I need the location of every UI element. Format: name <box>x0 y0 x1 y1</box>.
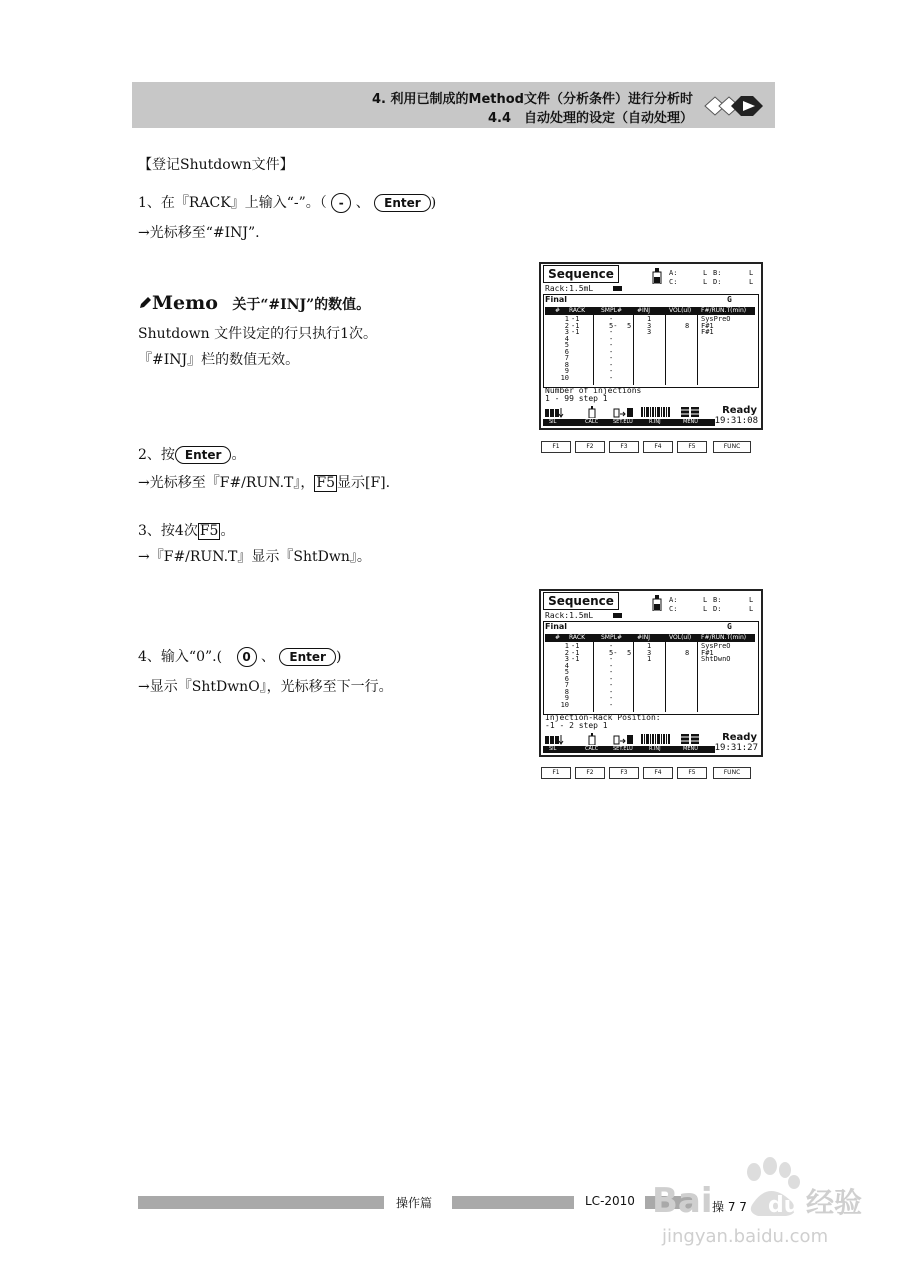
final-label: Final <box>545 295 568 304</box>
g-label: G <box>727 622 732 631</box>
bottle-icon <box>587 406 597 418</box>
vol-values: 8 <box>685 321 690 330</box>
rack-indicator <box>613 613 622 618</box>
step2-line <box>138 444 245 464</box>
elution-icon <box>613 733 635 745</box>
d-unit: L <box>749 605 754 613</box>
divider <box>697 642 698 712</box>
svg-text:du: du <box>768 1193 800 1218</box>
footer-bar-left <box>138 1196 384 1209</box>
a-unit: L <box>703 596 708 604</box>
c-unit: L <box>703 605 708 613</box>
c-unit: L <box>703 278 708 286</box>
fn-label: SIL <box>549 746 557 752</box>
lcd-screen-1 <box>539 262 763 430</box>
divider <box>665 642 666 712</box>
lcd-screen-2 <box>539 589 763 757</box>
col-inj: #INJ <box>637 634 651 641</box>
col-rack: RACK <box>569 634 586 641</box>
baidu-watermark-logo <box>642 1150 862 1270</box>
final-label: Final <box>545 622 568 631</box>
screen-message: Number of injections 1 - 99 step 1 <box>545 386 642 403</box>
col-num: # <box>555 634 561 641</box>
barcode-icon <box>641 733 671 745</box>
vol-values: 8 <box>685 648 690 657</box>
f4-key: F4 <box>643 767 673 779</box>
col-num: # <box>555 307 561 314</box>
sil-icon <box>545 733 567 745</box>
sil-icon <box>545 406 567 418</box>
bottle-icon <box>587 733 597 745</box>
g-label: G <box>727 295 732 304</box>
divider <box>593 642 594 712</box>
f2-key: F2 <box>575 441 605 453</box>
screen-title: Sequence <box>543 265 619 283</box>
col-smpl: SMPL# <box>601 307 622 314</box>
smpl-dashes: - 5- - - - - - - - - <box>609 315 618 382</box>
menu-icon <box>681 733 701 745</box>
step4-sep: 、 <box>260 649 275 665</box>
inj-values: 1 3 1 <box>647 642 652 663</box>
divider <box>633 642 634 712</box>
step2-end: 。 <box>231 447 246 463</box>
fn-label: MENU <box>683 746 698 752</box>
step1-sep: 、 <box>355 195 370 211</box>
footer-bar-mid <box>452 1196 574 1209</box>
col-rack: RACK <box>569 307 586 314</box>
step4-text: 4、输入“0”.( <box>138 649 223 665</box>
col-inj: #INJ <box>637 307 651 314</box>
clock: 19:31:27 <box>714 743 758 753</box>
func-key: FUNC <box>713 767 751 779</box>
step4-result: →显示『ShtDwnO』，光标移至下一行。 <box>138 679 393 695</box>
col-f: F#/RUN.T(min) <box>701 307 747 314</box>
svg-text:Bai: Bai <box>652 1181 713 1221</box>
f3-key: F3 <box>609 767 639 779</box>
a-label: A: <box>669 269 678 277</box>
status-ready: Ready <box>722 732 757 743</box>
memo-title: Memo <box>152 292 218 314</box>
elution-icon <box>613 406 635 418</box>
bottle-icon <box>652 268 662 284</box>
section-title: 4.4 自动处理的设定（自动处理） <box>487 111 693 126</box>
col-vol: VOL(ul) <box>669 634 692 641</box>
f1-key: F1 <box>541 441 571 453</box>
step1-result: →光标移至“#INJ”. <box>138 225 260 241</box>
smpl-dashes: - 5- - - - - - - - - <box>609 642 618 709</box>
fn-label: SET.ELU <box>613 419 633 425</box>
smpl-values: 5 <box>627 648 632 657</box>
screen-title: Sequence <box>543 592 619 610</box>
step4-line <box>138 646 341 667</box>
f1-key: F1 <box>541 767 571 779</box>
table-header <box>545 634 755 642</box>
row-numbers: 1 2 3 4 5 6 7 8 9 10 <box>560 642 569 709</box>
f3-key: F3 <box>609 441 639 453</box>
divider <box>697 315 698 385</box>
f-values: SysPreO F#1 ShtDwnO <box>701 642 731 663</box>
step1-line <box>138 192 436 213</box>
rack-label: Rack:1.5mL <box>545 284 594 293</box>
minus-key-icon: - <box>331 193 351 213</box>
rack-values: -1 -1 -1 <box>571 315 580 336</box>
d-label: D: <box>713 278 722 286</box>
barcode-icon <box>641 406 671 418</box>
memo-subtitle: 关于“#INJ”的数值。 <box>232 297 371 313</box>
fn-label: R.INJ <box>649 419 661 425</box>
memo-heading <box>138 292 370 314</box>
fn-label: R.INJ <box>649 746 661 752</box>
bottle-icon <box>652 595 662 611</box>
memo-line1: Shutdown 文件设定的行只执行1次。 <box>138 326 377 342</box>
d-unit: L <box>749 278 754 286</box>
f5-key: F5 <box>677 767 707 779</box>
step2-text: 2、按 <box>138 447 175 463</box>
step1-text: 1、在『RACK』上输入“-”。（ <box>138 195 327 211</box>
svg-text:经验: 经验 <box>806 1186 862 1219</box>
screen-message: Injection-Rack Position: -1 - 2 step 1 <box>545 713 661 730</box>
step3-result: →『F#/RUN.T』显示『ShtDwn』。 <box>138 549 371 565</box>
footer-section: 操作篇 <box>396 1196 433 1210</box>
divider <box>593 315 594 385</box>
d-label: D: <box>713 605 722 613</box>
col-vol: VOL(ul) <box>669 307 692 314</box>
fn-label: SET.ELU <box>613 746 633 752</box>
col-smpl: SMPL# <box>601 634 622 641</box>
pencil-icon <box>138 296 152 310</box>
step3-line <box>138 520 234 540</box>
a-unit: L <box>703 269 708 277</box>
step2-result-pre: →光标移至『F#/RUN.T』， <box>138 475 315 491</box>
page-number: 操 7 7 <box>712 1200 747 1214</box>
chapter-title: 4. 利用已制成的Method文件（分析条件）进行分析时 <box>372 92 693 107</box>
footer-model: LC-2010 <box>585 1194 635 1208</box>
c-label: C: <box>669 605 678 613</box>
rack-indicator <box>613 286 622 291</box>
row-numbers: 1 2 3 4 5 6 7 8 9 10 <box>560 315 569 382</box>
step3-end: 。 <box>220 523 235 539</box>
function-keys-1 <box>541 441 755 453</box>
rack-label: Rack:1.5mL <box>545 611 594 620</box>
step1-close: ) <box>430 195 437 211</box>
clock: 19:31:08 <box>714 416 758 426</box>
f5-key-icon: F5 <box>199 523 219 539</box>
f5-key: F5 <box>677 441 707 453</box>
enter-key-icon: Enter <box>175 446 232 464</box>
section-heading: 【登记Shutdown文件】 <box>138 157 294 173</box>
fn-label: CALC <box>585 746 599 752</box>
table-header <box>545 307 755 315</box>
step2-result <box>138 472 390 492</box>
enter-key-icon: Enter <box>374 194 431 212</box>
function-keys-2 <box>541 767 755 779</box>
f-values: SysPreO F#1 F#1 <box>701 315 731 336</box>
divider <box>633 315 634 385</box>
memo-line2: 『#INJ』栏的数值无效。 <box>138 352 300 368</box>
b-label: B: <box>713 596 722 604</box>
step4-close: ) <box>335 649 342 665</box>
c-label: C: <box>669 278 678 286</box>
fn-label: CALC <box>585 419 599 425</box>
menu-icon <box>681 406 701 418</box>
enter-key-icon: Enter <box>279 648 336 666</box>
col-f: F#/RUN.T(min) <box>701 634 747 641</box>
rack-values: -1 -1 -1 <box>571 642 580 663</box>
b-unit: L <box>749 596 754 604</box>
a-label: A: <box>669 596 678 604</box>
divider <box>665 315 666 385</box>
status-ready: Ready <box>722 405 757 416</box>
step2-result-post: 显示[F]. <box>337 475 391 491</box>
svg-text:jingyan.baidu.com: jingyan.baidu.com <box>662 1226 829 1247</box>
f2-key: F2 <box>575 767 605 779</box>
step3-text: 3、按4次 <box>138 523 198 539</box>
inj-values: 1 3 3 <box>647 315 652 336</box>
fn-label: SIL <box>549 419 557 425</box>
fn-label: MENU <box>683 419 698 425</box>
zero-key-icon: 0 <box>237 647 257 667</box>
arrow-diamonds-icon <box>701 92 767 120</box>
f4-key: F4 <box>643 441 673 453</box>
b-unit: L <box>749 269 754 277</box>
f5-key-icon: F5 <box>316 475 335 491</box>
header-bar <box>132 82 775 128</box>
func-key: FUNC <box>713 441 751 453</box>
b-label: B: <box>713 269 722 277</box>
smpl-values: 5 <box>627 321 632 330</box>
